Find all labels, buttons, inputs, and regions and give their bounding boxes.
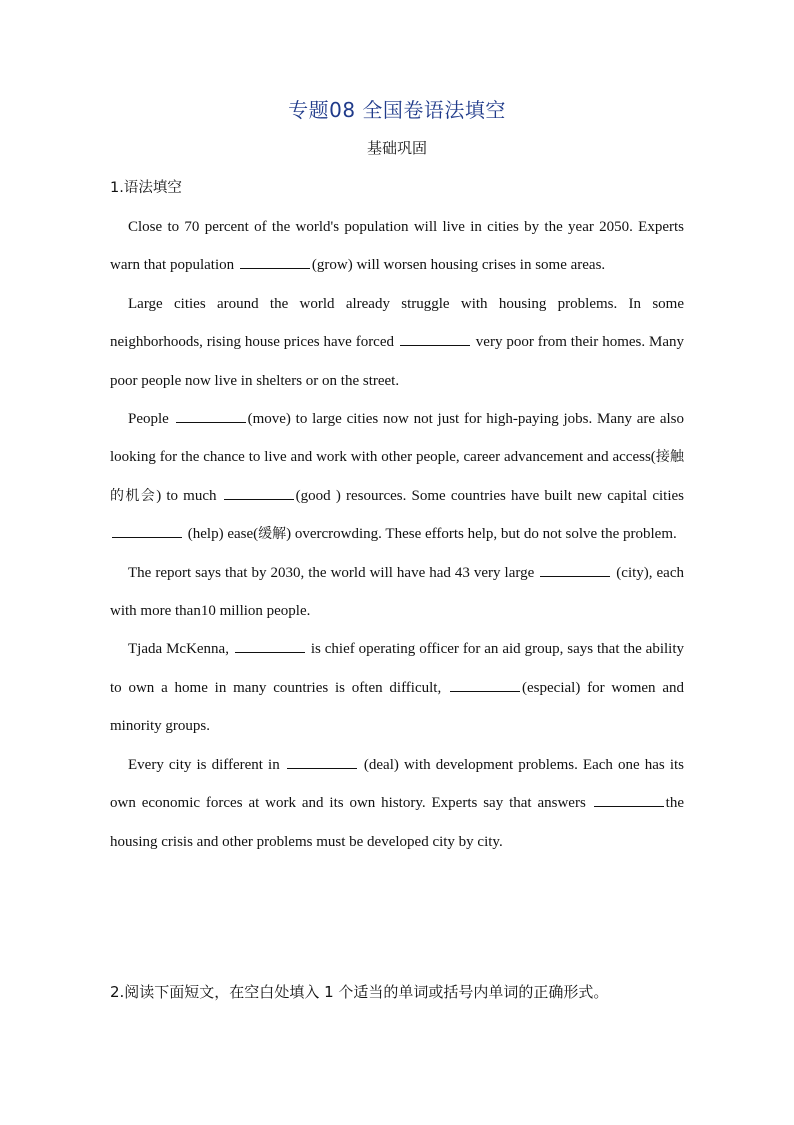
passage-text: 接触的机会 — [110, 449, 685, 504]
page-subtitle: 基础巩固 — [366, 139, 427, 157]
passage-text: Close to 70 percent of the world's population will live in cities by the year 2050. Experts warn that population — [110, 219, 684, 274]
passage-text: (deal) with development problems. Each one has its own economic forces at work and its own history. Experts say that answers — [110, 756, 684, 812]
passage-text: the housing crisis and other problems must be developed city by city. — [110, 795, 684, 850]
page-title: 专题08 全国卷语法填空 — [288, 98, 506, 122]
passage-paragraph — [110, 630, 684, 745]
answer-blank[interactable] — [176, 410, 246, 423]
question-1-passage — [110, 208, 684, 861]
passage-paragraph — [110, 285, 684, 400]
passage-text: (move) to large cities now not just for high-paying jobs. Many are also looking for the chance to live and work with other people, career advancement and access( — [110, 411, 684, 466]
passage-text: (city), each with more than10 million people. — [110, 564, 684, 620]
answer-blank[interactable] — [450, 679, 520, 692]
passage-text: (grow) will worsen housing crises in some areas. — [311, 257, 606, 274]
answer-blank[interactable] — [287, 756, 357, 769]
passage-text: (especial) for women and minority groups. — [110, 679, 684, 735]
question-2-heading: 2.阅读下面短文，在空白处填入 1 个适当的单词或括号内单词的正确形式。 — [110, 983, 609, 1001]
passage-text: ) to much — [156, 487, 222, 504]
answer-blank[interactable] — [400, 333, 470, 346]
passage-paragraph — [110, 400, 684, 554]
passage-text: People — [128, 411, 174, 428]
question-1-heading: 1.语法填空 — [110, 180, 182, 196]
answer-blank[interactable] — [112, 525, 182, 538]
answer-blank[interactable] — [240, 256, 310, 269]
passage-text: Large cities around the world already struggle with housing problems. In some neighborhoods, rising house prices have forced — [110, 295, 684, 351]
passage-paragraph — [110, 746, 684, 861]
passage-text: The report says that by 2030, the world will have had 43 very large — [128, 564, 539, 581]
answer-blank[interactable] — [235, 640, 305, 653]
passage-paragraph — [110, 208, 684, 285]
answer-blank[interactable] — [224, 487, 294, 500]
passage-text: (help) ease( — [184, 526, 259, 543]
passage-text: is chief operating officer for an aid group, says that the ability to own a home in many countries is often difficult, — [110, 641, 684, 696]
passage-text: (good ) resources. Some countries have built new capital cities — [295, 487, 685, 504]
answer-blank[interactable] — [540, 564, 610, 577]
passage-text: Tjada McKenna, — [128, 641, 233, 658]
passage-paragraph — [110, 554, 684, 631]
answer-blank[interactable] — [594, 794, 664, 807]
passage-text: ) overcrowding. These efforts help, but do not solve the problem. — [286, 526, 677, 543]
passage-text: Every city is different in — [128, 756, 285, 773]
passage-text: very poor from their homes. Many poor people now live in shelters or on the street. — [110, 334, 684, 389]
passage-text: 缓解 — [258, 526, 287, 543]
